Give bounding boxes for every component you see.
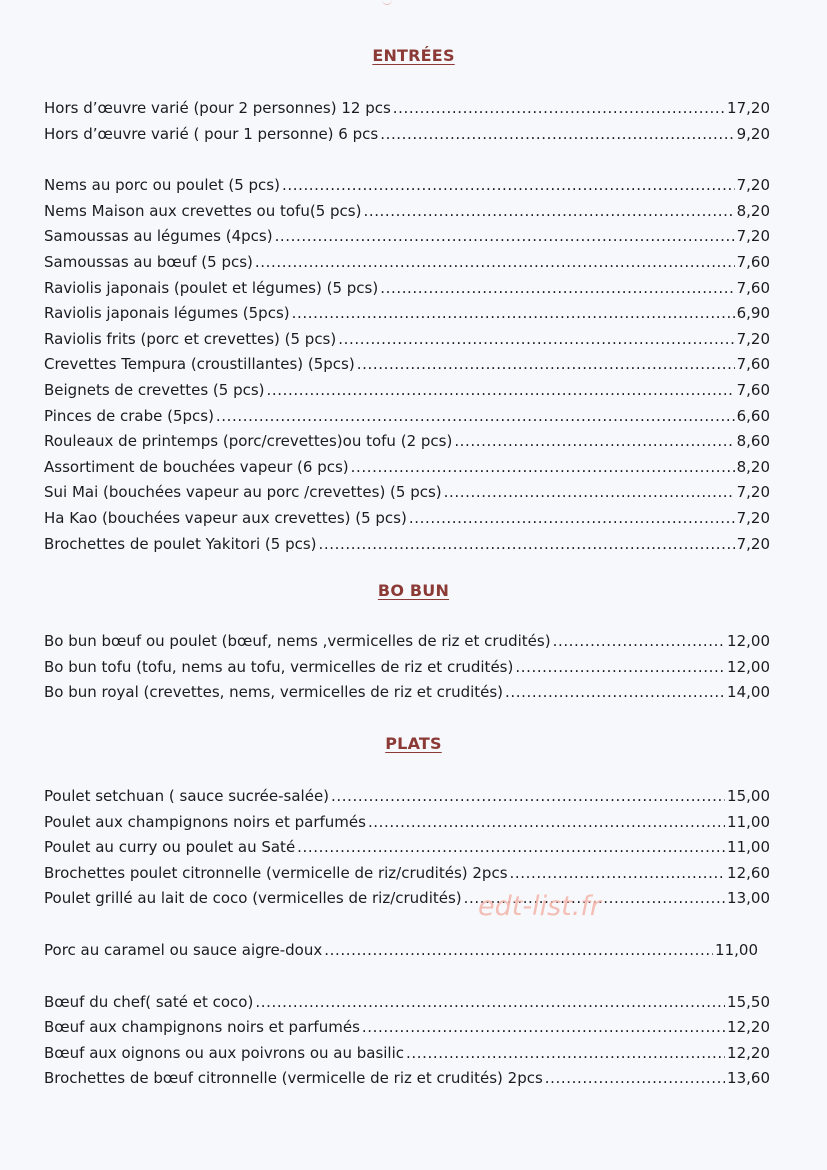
item-label: Porc au caramel ou sauce aigre-doux	[44, 940, 323, 959]
item-price: 12,20	[727, 1043, 770, 1062]
item-label: Hors d’œuvre varié (pour 2 personnes) 12 pcs	[44, 99, 391, 117]
item-label: Nems au porc ou poulet (5 pcs)	[44, 176, 280, 195]
dot-leader	[331, 784, 725, 810]
menu-item	[44, 629, 770, 655]
section-title-plats: PLATS	[385, 734, 442, 753]
item-price: 7,20	[736, 329, 770, 348]
item-price: 7,60	[736, 278, 770, 297]
item-price: 11,00	[727, 812, 770, 831]
item-label: Brochettes poulet citronnelle (vermicelle de riz/crudités) 2pcs	[44, 863, 508, 882]
dot-leader	[319, 532, 735, 558]
section-entrees	[44, 96, 770, 557]
dot-leader	[255, 250, 735, 276]
item-label: Raviolis frits (porc et crevettes) (5 pcs)	[44, 329, 337, 348]
item-price: 7,60	[736, 355, 770, 374]
item-label: Beignets de crevettes (5 pcs)	[44, 380, 265, 399]
menu-item	[44, 506, 770, 532]
item-price: 7,20	[736, 508, 770, 527]
item-label: Poulet grillé au lait de coco (vermicelles de riz/crudités)	[44, 889, 462, 908]
item-label: Rouleaux de printemps (porc/crevettes)ou tofu (2 pcs)	[44, 432, 453, 451]
item-label: Bœuf du chef( saté et coco)	[44, 992, 254, 1011]
dot-leader	[545, 1066, 725, 1092]
item-price: 8,60	[736, 432, 770, 451]
item-price: 12,60	[727, 863, 770, 882]
item-price: 9,20	[736, 124, 770, 143]
spacer	[44, 912, 770, 938]
item-label: Bo bun royal (crevettes, nems, vermicelles de riz et crudités)	[44, 683, 504, 702]
menu-item	[44, 455, 770, 481]
menu-item	[44, 938, 758, 964]
menu-item	[44, 173, 770, 199]
dot-leader	[510, 861, 726, 887]
item-price: 14,00	[727, 683, 770, 702]
item-price: 17,20	[727, 99, 770, 117]
item-label: Sui Mai (bouchées vapeur au porc /crevettes) (5 pcs)	[44, 483, 442, 502]
section-title-entrees: ENTRÉES	[372, 46, 455, 65]
menu-item	[44, 378, 770, 404]
menu-item	[44, 224, 770, 250]
item-price: 7,20	[736, 227, 770, 246]
item-label: Poulet setchuan ( sauce sucrée-salée)	[44, 787, 330, 805]
menu-item	[44, 276, 770, 302]
item-price: 7,20	[736, 483, 770, 502]
menu-item	[44, 886, 770, 912]
dot-leader	[454, 429, 734, 455]
dot-leader	[368, 810, 725, 836]
dot-leader	[216, 404, 735, 430]
item-label: Bo bun bœuf ou poulet (bœuf, nems ,vermicelles de riz et crudités)	[44, 632, 551, 650]
menu-item	[44, 327, 770, 353]
dot-leader	[553, 629, 725, 655]
decorative-mark	[382, 0, 392, 5]
dot-leader	[505, 680, 725, 706]
menu-item	[44, 96, 770, 122]
item-price: 12,00	[727, 657, 770, 676]
dot-leader	[362, 1015, 725, 1041]
item-price: 7,20	[736, 534, 770, 553]
item-price: 6,90	[736, 304, 770, 323]
dot-leader	[380, 276, 734, 302]
item-price: 7,60	[736, 252, 770, 271]
item-label: Raviolis japonais légumes (5pcs)	[44, 304, 290, 323]
item-label: Assortiment de bouchées vapeur (6 pcs)	[44, 457, 349, 476]
dot-leader	[275, 224, 735, 250]
menu-item	[44, 861, 770, 887]
item-price: 11,00	[727, 838, 770, 857]
menu-item	[44, 1066, 770, 1092]
item-price: 15,50	[727, 992, 770, 1011]
section-title-bobun: BO BUN	[377, 581, 450, 600]
menu-item	[44, 532, 770, 558]
item-price: 8,20	[736, 457, 770, 476]
item-label: Ha Kao (bouchées vapeur aux crevettes) (5 pcs)	[44, 508, 407, 527]
item-label: Crevettes Tempura (croustillantes) (5pcs)	[44, 355, 355, 374]
watermark: edt-list.fr	[478, 891, 601, 922]
menu-item	[44, 680, 770, 706]
item-label: Brochettes de poulet Yakitori (5 pcs)	[44, 534, 317, 553]
dot-leader	[357, 352, 735, 378]
spacer	[44, 147, 770, 173]
dot-leader	[351, 455, 735, 481]
item-label: Pinces de crabe (5pcs)	[44, 406, 214, 425]
dot-leader	[282, 173, 735, 199]
item-price: 13,60	[727, 1069, 770, 1088]
menu-item	[44, 990, 770, 1016]
menu-item	[44, 655, 770, 681]
menu-item	[44, 810, 770, 836]
item-price: 15,00	[727, 787, 770, 805]
menu-item	[44, 835, 770, 861]
item-label: Brochettes de bœuf citronnelle (vermicelle de riz et crudités) 2pcs	[44, 1069, 543, 1088]
menu-item	[44, 429, 770, 455]
item-label: Bo bun tofu (tofu, nems au tofu, vermicelles de riz et crudités)	[44, 657, 514, 676]
item-price: 7,20	[736, 176, 770, 195]
menu-item	[44, 301, 770, 327]
dot-leader	[444, 480, 735, 506]
item-label: Samoussas au légumes (4pcs)	[44, 227, 273, 246]
menu-item	[44, 784, 770, 810]
dot-leader	[324, 938, 713, 964]
spacer	[44, 964, 770, 990]
item-price: 7,60	[736, 380, 770, 399]
dot-leader	[363, 199, 734, 225]
item-label: Bœuf aux champignons noirs et parfumés	[44, 1018, 360, 1037]
item-price: 11,00	[715, 940, 758, 959]
item-price: 12,20	[727, 1018, 770, 1037]
dot-leader	[515, 655, 725, 681]
menu-item	[44, 404, 770, 430]
item-price: 13,00	[727, 889, 770, 908]
menu-item	[44, 1015, 770, 1041]
menu-item	[44, 1041, 770, 1067]
item-label: Hors d’œuvre varié ( pour 1 personne) 6 pcs	[44, 124, 379, 143]
item-label: Samoussas au bœuf (5 pcs)	[44, 252, 253, 271]
item-label: Poulet au curry ou poulet au Saté	[44, 838, 296, 857]
dot-leader	[393, 96, 725, 122]
menu-item	[44, 122, 770, 148]
item-price: 12,00	[727, 632, 770, 650]
section-bobun	[44, 629, 770, 706]
dot-leader	[338, 327, 734, 353]
item-price: 8,20	[736, 201, 770, 220]
dot-leader	[409, 506, 735, 532]
section-plats	[44, 784, 770, 1092]
menu-item	[44, 480, 770, 506]
dot-leader	[380, 122, 734, 148]
dot-leader	[292, 301, 735, 327]
item-label: Nems Maison aux crevettes ou tofu(5 pcs)	[44, 201, 362, 220]
item-label: Raviolis japonais (poulet et légumes) (5 pcs)	[44, 278, 379, 297]
menu-item	[44, 199, 770, 225]
item-label: Poulet aux champignons noirs et parfumés	[44, 812, 366, 831]
menu-item	[44, 352, 770, 378]
dot-leader	[255, 990, 725, 1016]
menu-item	[44, 250, 770, 276]
dot-leader	[297, 835, 725, 861]
dot-leader	[406, 1041, 725, 1067]
item-price: 6,60	[736, 406, 770, 425]
item-label: Bœuf aux oignons ou aux poivrons ou au basilic	[44, 1043, 405, 1062]
dot-leader	[267, 378, 735, 404]
